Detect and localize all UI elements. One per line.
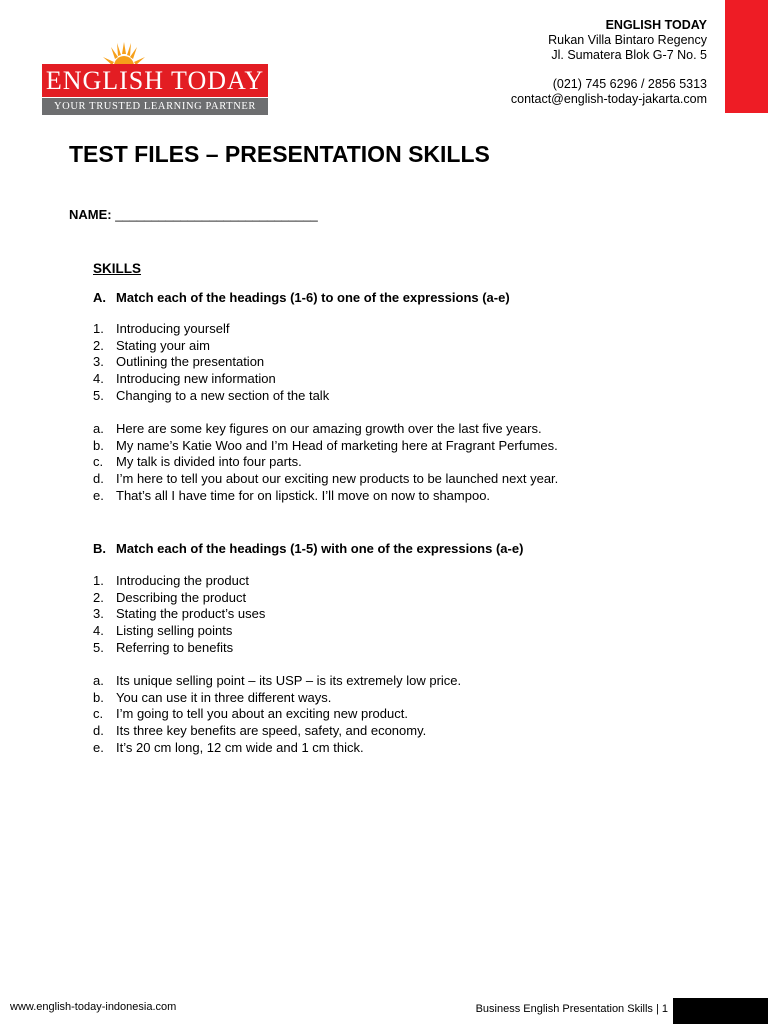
list-item: 1. Introducing yourself bbox=[93, 321, 230, 336]
list-item: 3. Outlining the presentation bbox=[93, 354, 265, 370]
list-item: 1. Introducing the product bbox=[93, 573, 249, 588]
english-today-logo bbox=[42, 40, 268, 115]
list-item: b. My name’s Katie Woo and I’m Head of marketing here at Fragrant Perfumes. bbox=[93, 437, 558, 453]
list-item: 5. Referring to benefits bbox=[93, 639, 234, 655]
list-item: e. That’s all I have time for on lipstick. I’ll move on now to shampoo. bbox=[93, 487, 491, 503]
list-item: b. You can use it in three different ways. bbox=[93, 689, 332, 705]
sun-logo-icon bbox=[102, 40, 146, 65]
section-a-headings-list bbox=[93, 321, 329, 405]
name-blank: ____________________________ bbox=[115, 207, 318, 222]
footer-course-page: Business English Presentation Skills | 1 bbox=[475, 1003, 668, 1015]
list-item: d. Its three key benefits are speed, safety, and economy. bbox=[93, 723, 427, 739]
section-b-headings-list bbox=[93, 573, 265, 657]
list-item: c. I’m going to tell you about an exciting new product. bbox=[93, 706, 408, 722]
list-item: 4. Listing selling points bbox=[93, 623, 233, 639]
section-b-expressions-list bbox=[93, 673, 461, 757]
section-a-instruction: Match each of the headings (1-6) to one of the expressions (a-e) bbox=[116, 290, 510, 305]
footer-black-bar bbox=[673, 998, 768, 1024]
list-item: 2. Stating your aim bbox=[93, 337, 210, 353]
section-b-heading bbox=[93, 541, 523, 556]
contact-email: contact@english-today-jakarta.com bbox=[510, 92, 707, 106]
contact-org: ENGLISH TODAY bbox=[605, 18, 707, 32]
red-corner-block bbox=[725, 0, 768, 113]
list-item: a. Here are some key figures on our amazing growth over the last five years. bbox=[93, 421, 542, 436]
contact-address-line-2: Jl. Sumatera Blok G-7 No. 5 bbox=[551, 48, 707, 62]
contact-address-line-1: Rukan Villa Bintaro Regency bbox=[548, 33, 707, 47]
name-label: NAME: bbox=[69, 207, 112, 222]
section-a-heading bbox=[93, 290, 510, 305]
list-item: c. My talk is divided into four parts. bbox=[93, 454, 302, 470]
section-b-instruction: Match each of the headings (1-5) with one of the expressions (a-e) bbox=[116, 541, 524, 556]
page-title: TEST FILES – PRESENTATION SKILLS bbox=[69, 141, 490, 167]
section-b-mark: B. bbox=[93, 541, 106, 556]
name-field bbox=[69, 207, 318, 222]
list-item: a. Its unique selling point – its USP – is its extremely low price. bbox=[93, 673, 462, 688]
logo-tagline: YOUR TRUSTED LEARNING PARTNER bbox=[42, 98, 268, 115]
list-item: 2. Describing the product bbox=[93, 589, 247, 605]
list-item: d. I’m here to tell you about our exciting new products to be launched next year. bbox=[93, 471, 559, 487]
contact-phone: (021) 745 6296 / 2856 5313 bbox=[552, 77, 707, 91]
list-item: e. It’s 20 cm long, 12 cm wide and 1 cm thick. bbox=[93, 739, 364, 755]
list-item: 4. Introducing new information bbox=[93, 371, 276, 387]
logo-brand-text: ENGLISH TODAY bbox=[42, 64, 268, 97]
list-item: 3. Stating the product’s uses bbox=[93, 606, 266, 622]
list-item: 5. Changing to a new section of the talk bbox=[93, 387, 330, 403]
contact-block bbox=[511, 18, 707, 107]
footer-website: www.english-today-indonesia.com bbox=[10, 1001, 177, 1013]
section-a-mark: A. bbox=[93, 290, 106, 305]
skills-heading: SKILLS bbox=[93, 261, 142, 276]
section-a-expressions-list bbox=[93, 421, 558, 505]
